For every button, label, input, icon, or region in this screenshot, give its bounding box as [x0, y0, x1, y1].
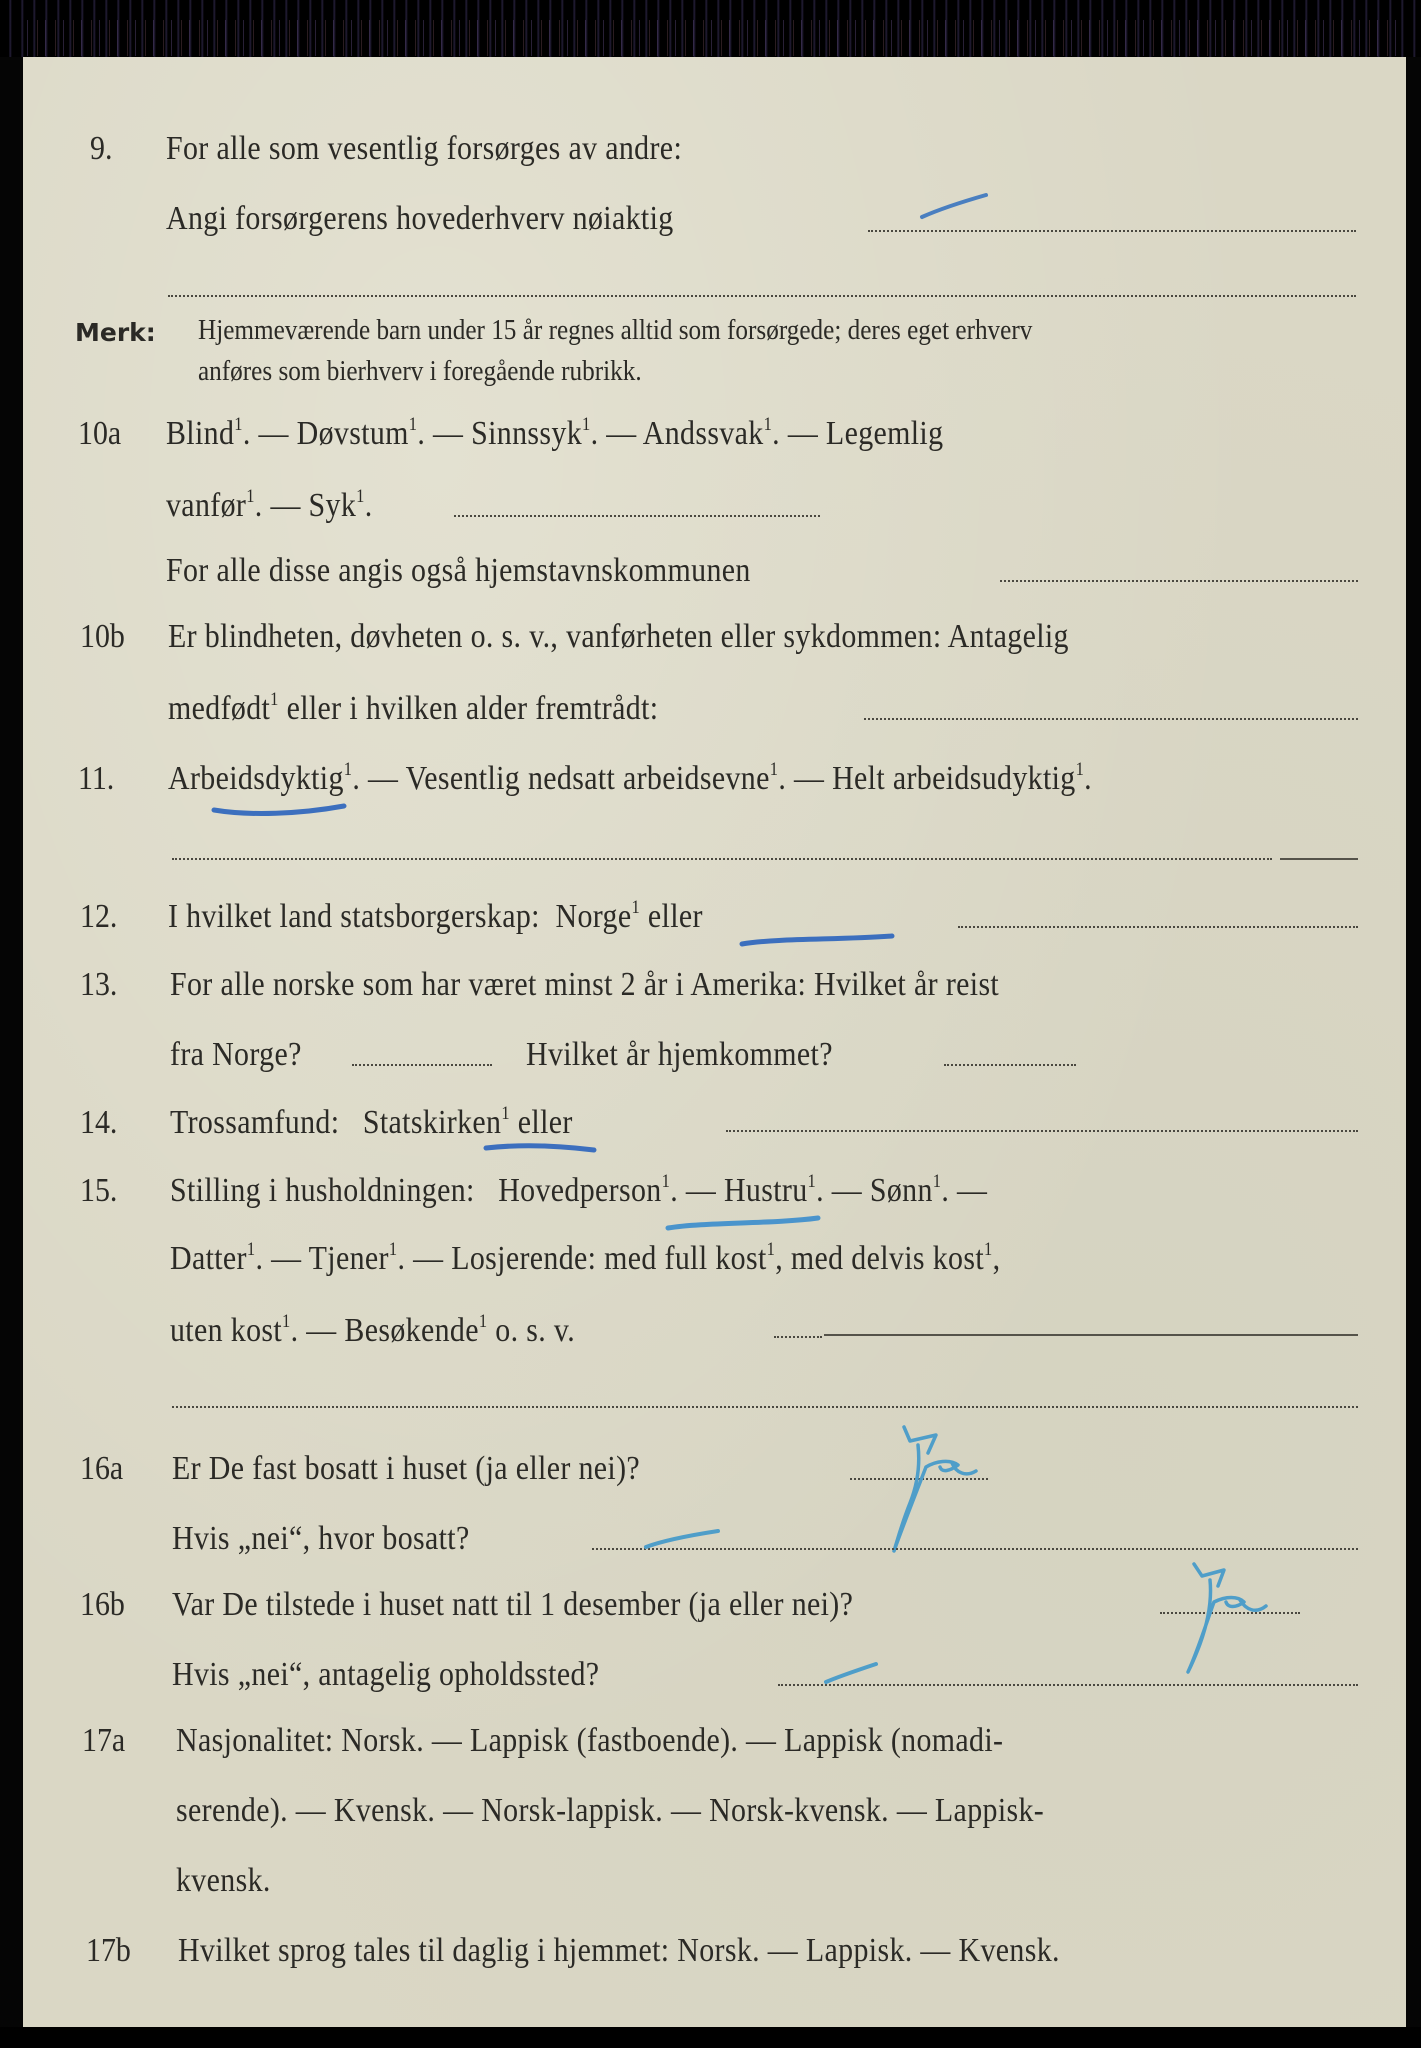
q9-prompt: Angi forsørgerens hovederhverv nøiaktig [166, 200, 674, 237]
q16a-dash-mark-icon [642, 1525, 722, 1560]
option-hustru[interactable]: . — Hustru [670, 1172, 808, 1209]
q15-number: 15. [80, 1172, 118, 1209]
option-sinnssyk: . — Sinnssyk [417, 415, 583, 452]
q12-question: I hvilket land statsborgerskap: Norge$^1$ eller [168, 896, 703, 935]
q9-answer-field[interactable] [868, 230, 1356, 232]
q13-reist-prompt: fra Norge? [170, 1036, 302, 1073]
q13-hjemkommet-prompt: Hvilket år hjemkommet? [526, 1036, 833, 1073]
note-line-2: anføres som bierhverv i foregående rubrikk. [198, 356, 642, 387]
q13-reist-field[interactable] [352, 1064, 492, 1066]
option-arbeidsudyktig[interactable]: . — Helt arbeidsudyktig [778, 760, 1076, 797]
q12-answer-field[interactable] [958, 926, 1358, 928]
q16b-number: 16b [80, 1586, 125, 1623]
option-andssvak: . — Andssvak [590, 415, 764, 452]
q11-number: 11. [78, 760, 115, 797]
q15-line-3: uten kost$^1$. — Besøkende$^1$ o. s. v. [170, 1310, 576, 1349]
q10a-answer-field[interactable] [454, 515, 820, 517]
q17b-question: Hvilket sprog tales til daglig i hjemmet: Norsk. — Lappisk. — Kvensk. [178, 1932, 1060, 1969]
q16b-followup: Hvis „nei“, antagelig opholdssted? [172, 1656, 600, 1693]
q15-answer-line[interactable] [824, 1334, 1358, 1336]
scan-artifact-band [20, 20, 1405, 56]
q11-options: Arbeidsdyktig$^1$. — Vesentlig nedsatt arbeidsevne$^1$. — Helt arbeidsudyktig$^1$. [168, 758, 1093, 797]
option-dovstum: . — Døvstum [242, 415, 409, 452]
q11-underline-mark-icon [210, 800, 350, 825]
q10a-options-line-1: Blind$^1$. — Døvstum$^1$. — Sinnssyk$^1$. — Andssvak$^1$. — Legemlig [166, 413, 944, 452]
option-tjener[interactable]: . — Tjener [255, 1240, 389, 1277]
q13-hjemkommet-field[interactable] [944, 1064, 1076, 1066]
option-nedsatt-arbeidsevne[interactable]: . — Vesentlig nedsatt arbeidsevne [352, 760, 770, 797]
q13-question: For alle norske som har været minst 2 år i Amerika: Hvilket år reist [170, 966, 1000, 1003]
q16a-question: Er De fast bosatt i huset (ja eller nei)? [172, 1450, 641, 1487]
q15-line-1: Stilling i husholdningen: Hovedperson$^1$. — Hustru$^1$. — Sønn$^1$. — [170, 1170, 988, 1209]
option-uten-kost[interactable]: uten kost [170, 1312, 283, 1349]
q16a-followup: Hvis „nei“, hvor bosatt? [172, 1520, 470, 1557]
q9-dash-mark-icon [920, 193, 990, 228]
option-vanfor: vanfør [166, 487, 247, 524]
q16b-answer-handwriting [1180, 1560, 1300, 1685]
q16b-question: Var De tilstede i huset natt til 1 desember (ja eller nei)? [172, 1586, 854, 1623]
q14-underline-mark-icon [482, 1140, 602, 1165]
option-full-kost[interactable]: . — Losjerende: med full kost [397, 1240, 767, 1277]
q17a-line-2: serende). — Kvensk. — Norsk-lappisk. — Norsk-kvensk. — Lappisk- [176, 1792, 1045, 1829]
option-datter[interactable]: Datter [170, 1240, 247, 1277]
q14-question: Trossamfund: Statskirken$^1$ eller [170, 1102, 573, 1141]
scan-bottom-edge [0, 2027, 1421, 2048]
q10b-question: Er blindheten, døvheten o. s. v., vanførheten eller sykdommen: Antagelig [168, 618, 1069, 655]
option-blind: Blind [166, 415, 235, 452]
q16b-dash-mark-icon [822, 1660, 882, 1693]
option-syk: . — Syk [254, 487, 357, 524]
scan-top-edge [0, 0, 1421, 57]
q16a-number: 16a [80, 1450, 124, 1487]
note-line-1: Hjemmeværende barn under 15 år regnes alltid som forsørgede; deres eget erhverv [198, 315, 1033, 346]
option-arbeidsdyktig[interactable]: Arbeidsdyktig [168, 760, 344, 797]
q10b-answer-field[interactable] [864, 718, 1358, 720]
q17a-number: 17a [82, 1722, 126, 1759]
option-norge[interactable]: Norge [555, 898, 632, 935]
q16a-answer-handwriting [880, 1423, 1000, 1563]
q12-number: 12. [80, 898, 118, 935]
q9-question: For alle som vesentlig forsørges av andre: [166, 130, 683, 167]
q10a-number: 10a [78, 415, 122, 452]
q15-answer-field[interactable] [774, 1336, 822, 1338]
q15-underline-mark-icon [664, 1214, 824, 1241]
q15-line-2: Datter$^1$. — Tjener$^1$. — Losjerende: med full kost$^1$, med delvis kost$^1$, [170, 1238, 1001, 1277]
option-besokende[interactable]: . — Besøkende [290, 1312, 479, 1349]
q9-number: 9. [90, 130, 113, 167]
q12-underline-mark-icon [738, 932, 898, 957]
option-delvis-kost[interactable]: , med delvis kost [775, 1240, 984, 1277]
q10a-hjemstavn-field[interactable] [1000, 580, 1358, 582]
q10b-number: 10b [80, 618, 125, 655]
q13-number: 13. [80, 966, 118, 1003]
q10a-options-line-2: vanfør$^1$. — Syk$^1$. [166, 485, 373, 524]
q10b-prompt: medfødt$^1$ eller i hvilken alder fremtrådt: [168, 688, 659, 727]
option-statskirken[interactable]: Statskirken [362, 1104, 502, 1141]
q15-answer-field-2[interactable] [172, 1406, 1358, 1408]
option-legemlig: . — Legemlig [772, 415, 944, 452]
q10a-hjemstavn-prompt: For alle disse angis også hjemstavnskommunen [166, 552, 751, 589]
option-hovedperson[interactable]: Hovedperson [498, 1172, 662, 1209]
note-label: Merk: [75, 318, 156, 347]
option-sonn[interactable]: . — Sønn [816, 1172, 933, 1209]
divider [1280, 858, 1358, 860]
q14-answer-field[interactable] [726, 1130, 1358, 1132]
q9-answer-field-2[interactable] [168, 295, 1356, 297]
q17a-line-3: kvensk. [176, 1862, 271, 1899]
q11-answer-field[interactable] [172, 858, 1272, 860]
q14-number: 14. [80, 1104, 118, 1141]
q17b-number: 17b [86, 1932, 131, 1969]
q17a-line-1: Nasjonalitet: Norsk. — Lappisk (fastboende). — Lappisk (nomadi- [176, 1722, 1004, 1759]
